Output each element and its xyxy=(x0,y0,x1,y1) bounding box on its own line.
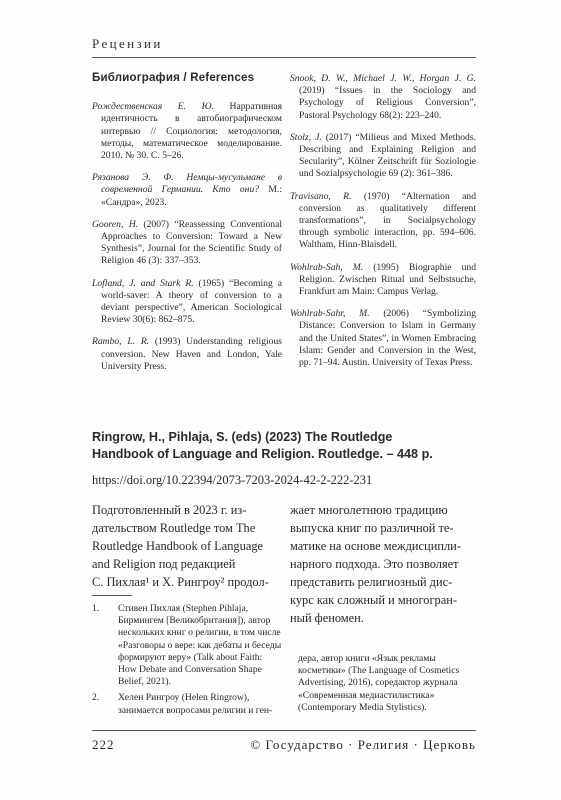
reference-author: Snook, D. W., Michael J. W., Horgan J. G. xyxy=(290,73,476,84)
reference-entry xyxy=(290,132,476,181)
footnote-number: 2. xyxy=(92,692,100,704)
header-divider xyxy=(92,57,476,58)
bibliography-right-column xyxy=(290,73,476,379)
reference-entry xyxy=(290,191,476,252)
reference-entry xyxy=(92,172,282,209)
body-line: Подготовленный в 2023 г. из- xyxy=(92,503,247,517)
reference-author: Rambo, L. R. xyxy=(92,336,150,348)
book-citation-heading xyxy=(92,429,472,463)
body-line: нарного подхода. Это позволяет xyxy=(290,557,459,571)
body-line: дательством Routledge том The xyxy=(92,521,256,535)
reference-author: Lofland, J. and Stark R. xyxy=(92,277,194,289)
reference-author: Stolz, J. xyxy=(290,131,322,143)
body-line: ный феномен. xyxy=(290,611,364,625)
reference-entry xyxy=(290,262,476,299)
footnote xyxy=(92,692,282,716)
reference-text: (1995) Biographie und Religion. Zwischen Ritual und Selbstsuche, Frankfurt am Main: Campus Verlag. xyxy=(299,261,476,298)
reference-text: (2006) “Symbolizing Distance: Conversion to Islam in Germany and the United States”, in Women Embracing Islam: Gender and Conversion in the West, pp. 71–94. Austin. University of Texas Press. xyxy=(299,308,477,369)
reference-author: Рождественская Е. Ю. xyxy=(92,101,214,113)
reference-text: (2019) “Issues in the Sociology and Psychology of Religious Conversion”, Pastoral Psychology 68(2): 223–240. xyxy=(299,85,476,121)
reference-text: (1993) Understanding religious conversion. New Haven and London, Yale University Press. xyxy=(101,336,282,372)
reference-text: (2007) “Reassessing Conventional Approaches to Conversion: Toward a New Synthesis”, Journal for the Scientific Study of Religion 46 (3): 337–353. xyxy=(101,218,283,267)
footer-divider xyxy=(92,730,476,731)
page-number: 222 xyxy=(92,737,115,752)
footnote-text: Стивен Пихлая (Stephen Pihlaja, Бирмингем [Великобритания]), автор нескольких книг о религии, в том числе «Разговоры о вере: как дебаты и беседы формируют веру» (Talk about Faith: How Debate and Conversation Shape Belief, 2021). xyxy=(118,603,282,688)
body-line: Routledge Handbook of Language xyxy=(92,539,264,553)
journal-name: © Государство · Религия · Церковь xyxy=(250,737,476,752)
reference-entry xyxy=(290,308,476,369)
review-body-left xyxy=(92,501,282,591)
reference-entry xyxy=(290,73,476,122)
body-line: С. Пихлая¹ и Х. Рингроу² продол- xyxy=(92,575,269,589)
reference-entry xyxy=(92,219,282,268)
doi-link[interactable]: https://doi.org/10.22394/2073-7203-2024-42-2-222-231 xyxy=(92,473,373,487)
reference-entry xyxy=(92,278,282,327)
footnote-text: Хелен Рингроу (Helen Ringrow), занимается вопросами религии и ген- xyxy=(118,692,273,716)
reference-text: (1970) “Alternation and conversion as qualitatively different transformations”, in Socialpsychology through symbolic interaction, pp. 594–606. Waltham, Hinn-Blaisdell. xyxy=(299,190,476,251)
bibliography-left-column xyxy=(92,72,282,383)
footnote-continuation: дера, автор книги «Язык рекламы косметики» (The Language of Cosmetics Advertising, 2016), соредактор журнала «Современная медиастилистика» (Contemporary Media Stylistics). xyxy=(298,653,460,713)
reference-text: (1965) “Becoming a world-saver: A theory of conversion to a deviant perspective”, American Sociological Review 30(6): 862–875. xyxy=(101,277,282,326)
body-line: представить религиозный дис- xyxy=(290,575,453,589)
reference-author: Рязанова Э. Ф. Немцы-мусульмане в современной Германии. Кто они? xyxy=(92,172,282,196)
book-citation-line-2: Handbook of Language and Religion. Routledge. – 448 p. xyxy=(92,447,433,461)
bibliography-title: Библиография / References xyxy=(92,72,255,84)
body-line: выпуска книг по различной те- xyxy=(290,521,454,535)
reference-author: Wohlrab-Sah, M. xyxy=(290,261,364,273)
review-body-right xyxy=(290,501,476,627)
reference-author: Travisano, R. xyxy=(290,190,352,202)
reference-author: Gooren, H. xyxy=(92,218,139,230)
reference-text: М.: «Сандра», 2023. xyxy=(101,184,283,208)
footnotes xyxy=(92,603,282,721)
section-header: Рецензии xyxy=(92,36,163,51)
body-line: жает многолетнюю традицию xyxy=(290,503,448,517)
reference-entry xyxy=(92,101,282,162)
body-line: матике на основе междисципли- xyxy=(290,539,461,553)
body-line: курс как сложный и многогран- xyxy=(290,593,457,607)
footnote-number: 1. xyxy=(92,603,100,614)
reference-entry xyxy=(92,336,282,373)
book-citation-line-1: Ringrow, H., Pihlaja, S. (eds) (2023) The Routledge xyxy=(92,430,393,444)
footnote-divider xyxy=(92,595,132,596)
reference-text: (2017) “Milieus and Mixed Methods. Describing and Explaining Religion and Secularity”, Kölner Zeitschrift für Soziologie und Sozialpsychologie 69 (2): 361–386. xyxy=(299,131,476,180)
body-line: and Religion под редакцией xyxy=(92,557,236,571)
reference-text: Нарративная идентичность в автобиографическом интервью // Социология: методология, методы, математическое моделирование. 2010. № 30. С. 5–26. xyxy=(101,101,282,162)
reference-author: Wohlrab-Sahr, M. xyxy=(290,308,370,320)
footnote xyxy=(92,603,282,688)
